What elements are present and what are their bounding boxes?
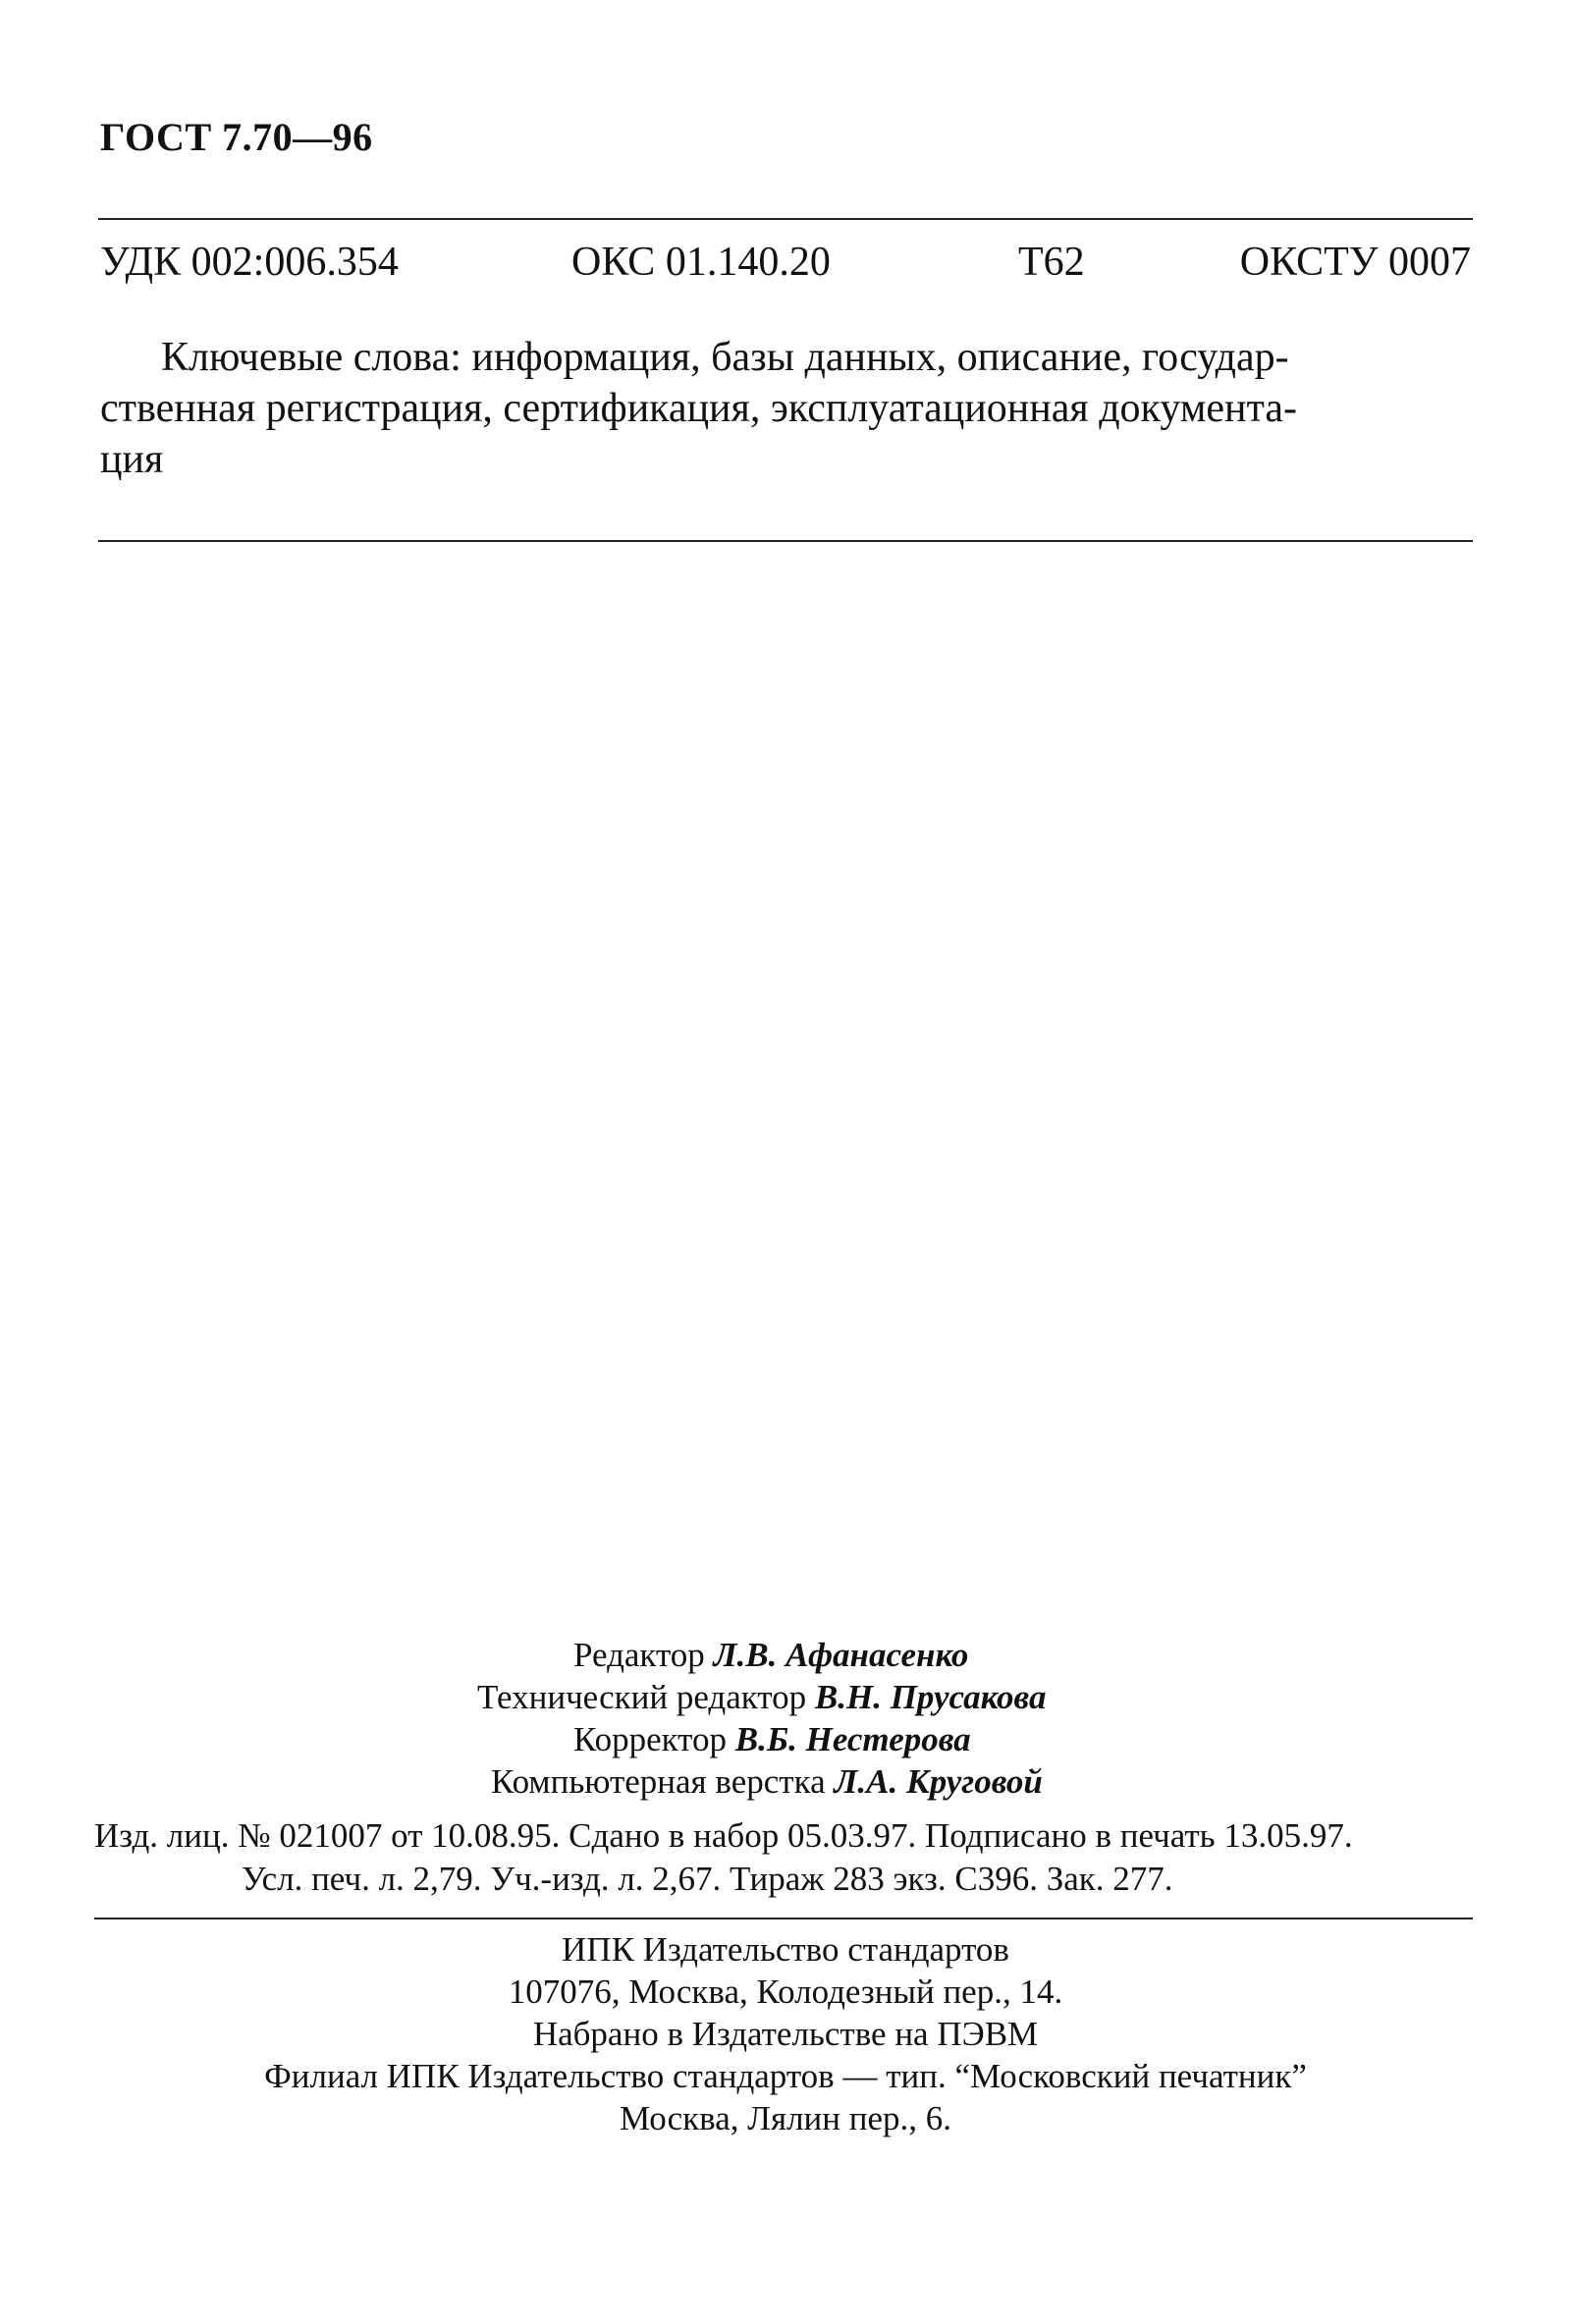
keywords-block [100, 332, 1471, 485]
okstu-code: ОКСТУ 0007 [1239, 240, 1471, 285]
divider-keywords [98, 540, 1473, 542]
corrector-role: Корректор [573, 1720, 728, 1758]
t-code: Т62 [1018, 240, 1085, 285]
udk-code: УДК 002:006.354 [100, 240, 399, 285]
corrector-name: В.Б. Нестерова [734, 1720, 971, 1758]
tech-editor-name: В.Н. Прусакова [814, 1678, 1047, 1716]
keywords-line: Ключевые слова: информация, базы данных, описание, государ- [161, 335, 1289, 380]
layout-credit [491, 1760, 1043, 1803]
standard-number: ГОСТ 7.70—96 [100, 115, 373, 159]
editor-name: Л.В. Афанасенко [713, 1636, 969, 1674]
publication-info-line: Изд. лиц. № 021007 от 10.08.95. Сдано в набор 05.03.97. Подписано в печать 13.05.97. [94, 1816, 1353, 1855]
layout-role: Компьютерная верстка [491, 1762, 826, 1801]
keywords-line: ция [100, 437, 164, 482]
corrector-credit [573, 1718, 971, 1760]
publisher-line: Москва, Лялин пер., 6. [619, 2099, 952, 2137]
tech-editor-role: Технический редактор [477, 1678, 807, 1716]
publication-info-line: Усл. печ. л. 2,79. Уч.-изд. л. 2,67. Тираж 283 экз. С396. Зак. 277. [242, 1860, 1173, 1898]
classification-codes [100, 239, 1471, 294]
editor-credit [573, 1634, 968, 1676]
editor-role: Редактор [573, 1636, 705, 1674]
divider-publisher [94, 1918, 1473, 1919]
tech-editor-credit [477, 1676, 1046, 1718]
publisher-block [0, 1928, 1571, 2139]
publisher-line: ИПК Издательство стандартов [562, 1930, 1009, 1969]
divider-top [98, 218, 1473, 220]
keywords-line: ственная регистрация, сертификация, эксплуатационная документа- [100, 386, 1298, 431]
publisher-line: Набрано в Издательстве на ПЭВМ [532, 2015, 1039, 2053]
oks-code: ОКС 01.140.20 [571, 240, 831, 285]
publisher-line: 107076, Москва, Колодезный пер., 14. [508, 1973, 1063, 2011]
publisher-line: Филиал ИПК Издательство стандартов — тип. “Московский печатник” [264, 2057, 1307, 2095]
layout-name: Л.А. Круговой [834, 1762, 1043, 1801]
